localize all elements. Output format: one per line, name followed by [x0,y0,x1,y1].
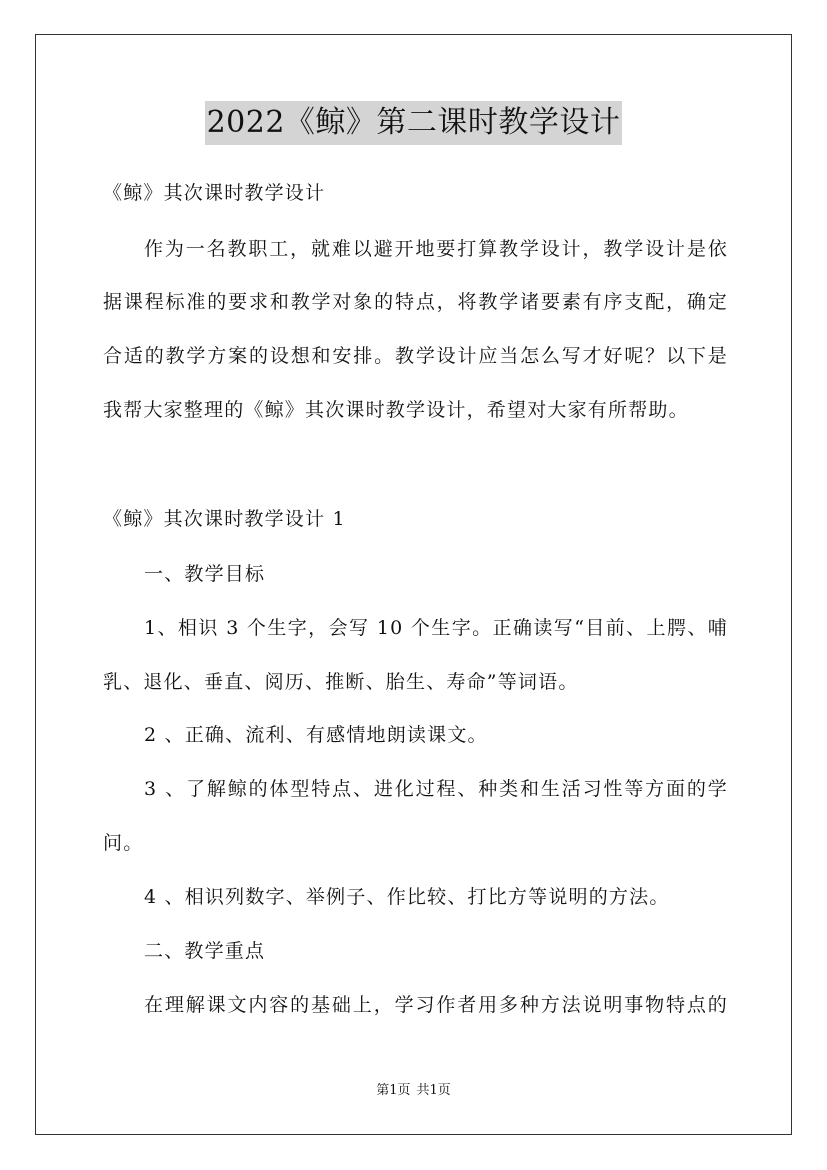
goal-heading: 一、教学目标 [144,563,266,585]
intro-line-2: 据课程标准的要求和教学对象的特点，将教学诸要素有序支配，确定 [103,291,728,313]
subtitle: 《鲸》其次课时教学设计 [103,182,326,204]
document-title: 2022《鲸》第二课时教学设计 [205,101,623,145]
goal-3-line-1: 3 、了解鲸的体型特点、进化过程、种类和生活习性等方面的学 [144,778,728,800]
goal-4: 4 、相识列数字、举例子、作比较、打比方等说明的方法。 [144,886,670,908]
goal-3-line-2: 问。 [103,832,144,854]
goal-1-line-2: 乳、退化、垂直、阅历、推断、胎生、寿命”等词语。 [103,671,579,693]
page-total: 共1页 [416,1083,451,1098]
title-container [0,101,827,145]
intro-line-4: 我帮大家整理的《鲸》其次课时教学设计，希望对大家有所帮助。 [103,399,689,421]
goal-2: 2 、正确、流利、有感情地朗读课文。 [144,724,488,746]
intro-line-3: 合适的教学方案的设想和安排。教学设计应当怎么写才好呢？以下是 [103,345,728,367]
section-heading: 《鲸》其次课时教学设计 1 [103,508,346,530]
goal-1-line-1: 1、相识 3 个生字，会写 10 个生字。正确读写“目前、上腭、哺 [144,617,728,639]
page-number: 第1页 [376,1083,411,1098]
page-footer [0,1082,827,1100]
intro-line-1: 作为一名教职工，就难以避开地要打算教学设计，教学设计是依 [144,238,728,260]
focus-line: 在理解课文内容的基础上，学习作者用多种方法说明事物特点的 [144,994,728,1016]
focus-heading: 二、教学重点 [144,940,266,962]
